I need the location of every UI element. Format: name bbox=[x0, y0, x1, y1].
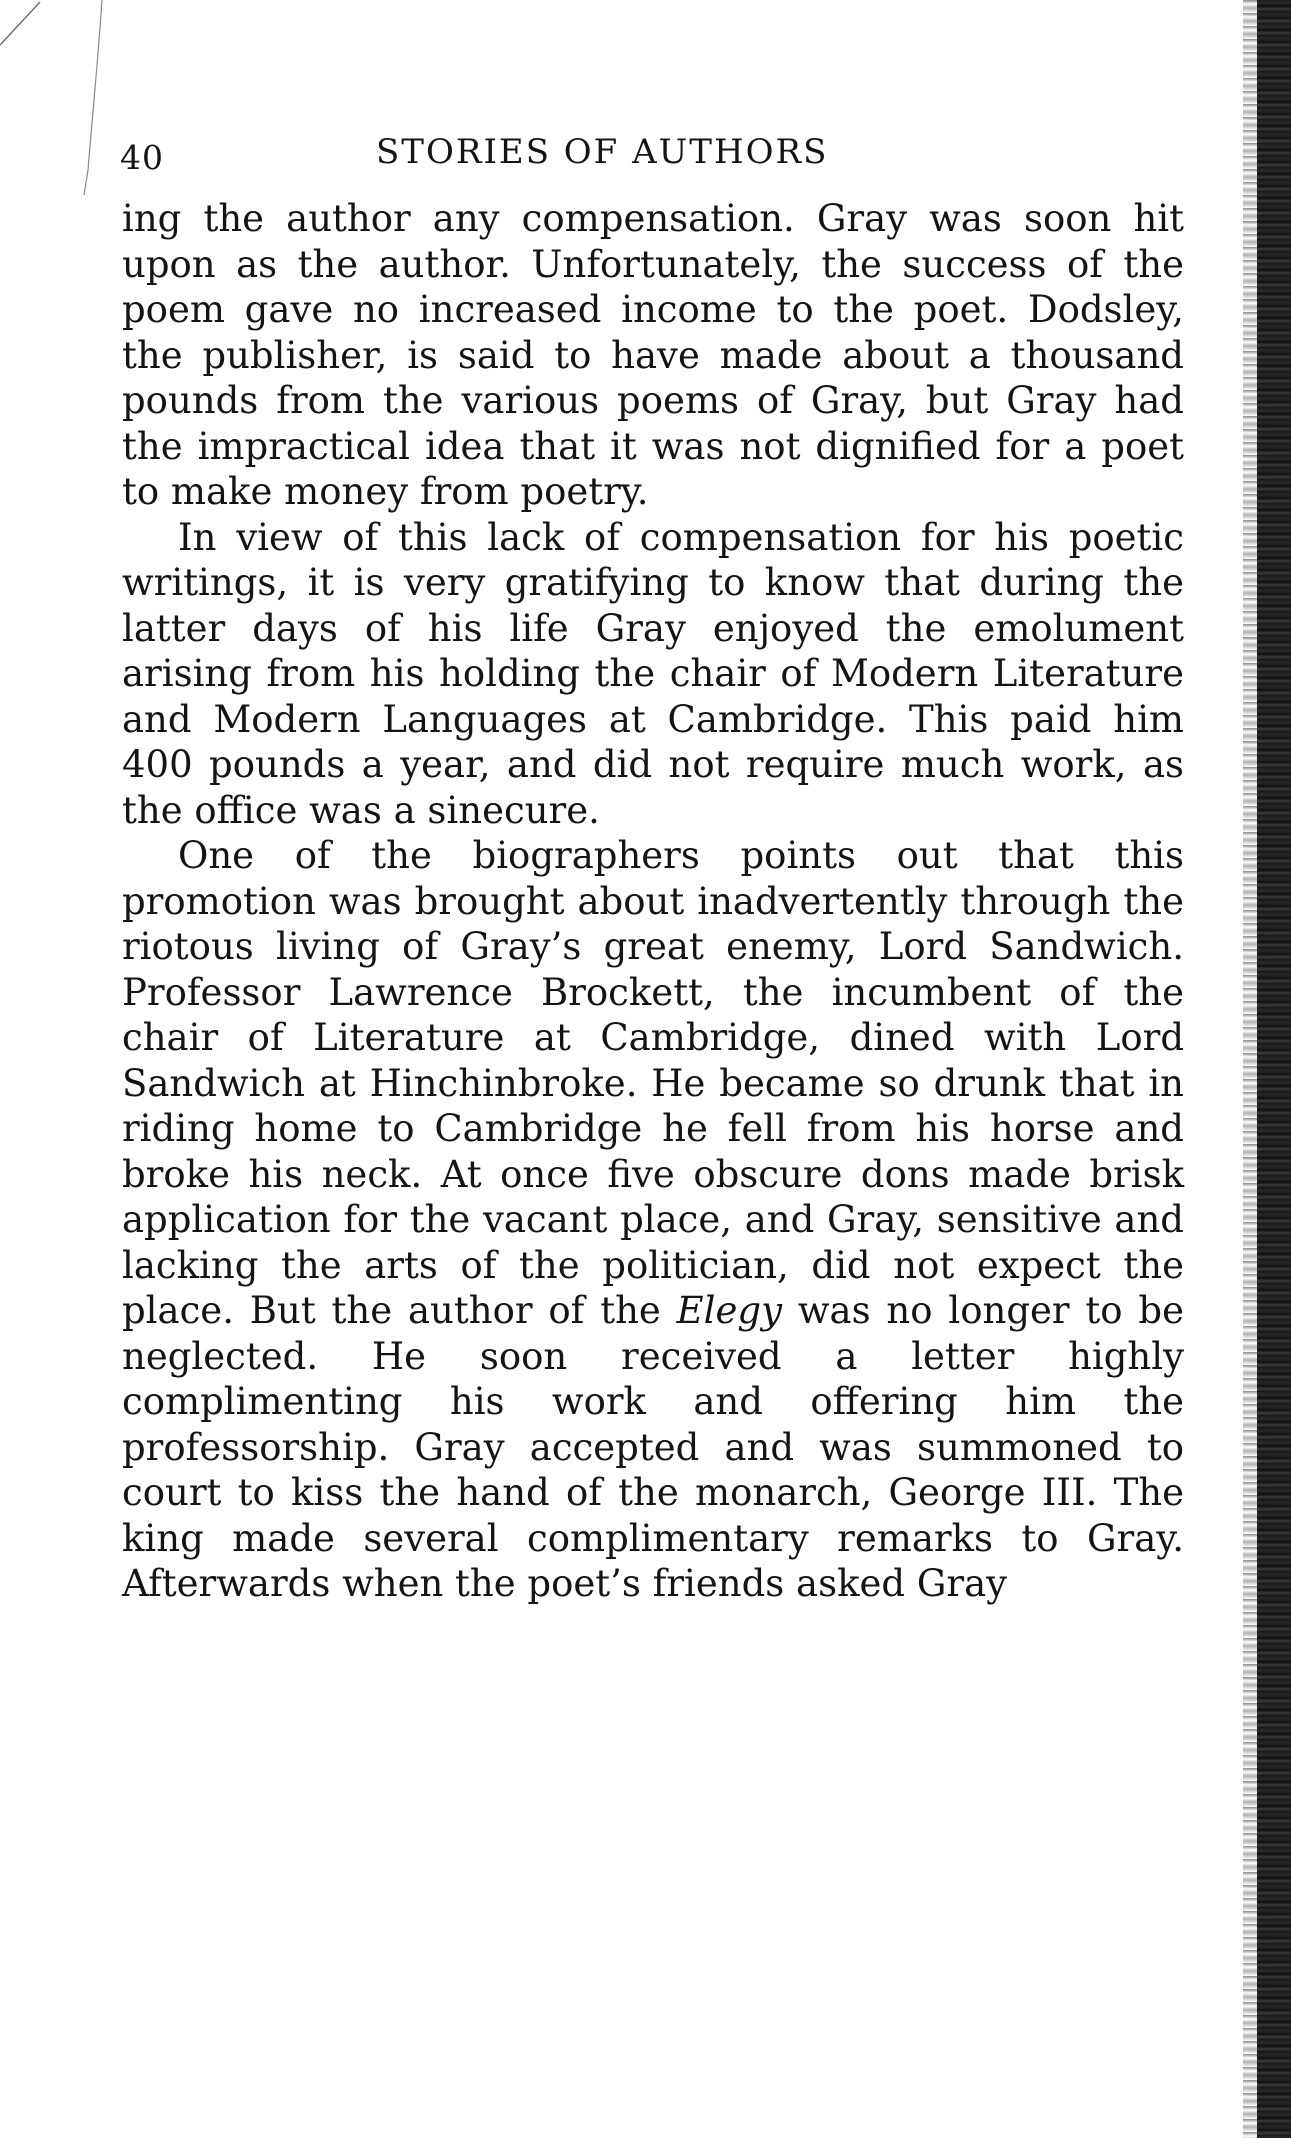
running-head: STORIES OF AUTHORS bbox=[376, 132, 829, 172]
page-header bbox=[120, 132, 1180, 184]
body-text bbox=[122, 196, 1184, 1607]
paragraph-3 bbox=[122, 833, 1184, 1607]
paragraph-3-text-end: was no longer to be neglected. He soon received a letter highly complimenting his work and offering him the professorship. Gray accepted and was summoned to court to kiss the hand of the monarch, George III. The king made several complimentary remarks to Gray. Afterwards when the poet’s friends asked Gray bbox=[122, 1289, 1185, 1605]
italic-title-elegy: Elegy bbox=[676, 1289, 782, 1332]
pencil-mark-decoration bbox=[0, 0, 120, 200]
scanned-binding-edge bbox=[1257, 0, 1291, 2138]
paragraph-2: In view of this lack of compensation for his poetic writings, it is very gratifying to know that during the latter days of his life Gray enjoyed the emolument arising from his holding the chair of Modern Literature and Modern Languages at Cambridge. This paid him 400 pounds a year, and did not require much work, as the office was a sinecure. bbox=[122, 515, 1184, 832]
paragraph-3-text-start: One of the biographers points out that this promotion was brought about inadvertently through the riotous living of Gray’s great enemy, Lord Sandwich. Professor Lawrence Brockett, the incumbent of the chair of Literature at Cambridge, dined with Lord Sandwich at Hinchinbroke. He became so drunk that in riding home to Cambridge he fell from his horse and broke his neck. At once five obscure dons made brisk application for the vacant place, and Gray, sensitive and lacking the arts of the politician, did not expect the place. But the author of the bbox=[122, 834, 1184, 1332]
page-number: 40 bbox=[120, 138, 164, 177]
paragraph-1: ing the author any compensation. Gray was soon hit upon as the author. Unfortunately, the success of the poem gave no increased income to the poet. Dodsley, the publisher, is said to have made about a thousand pounds from the various poems of Gray, but Gray had the impractical idea that it was not dignified for a poet to make money from poetry. bbox=[122, 197, 1184, 513]
